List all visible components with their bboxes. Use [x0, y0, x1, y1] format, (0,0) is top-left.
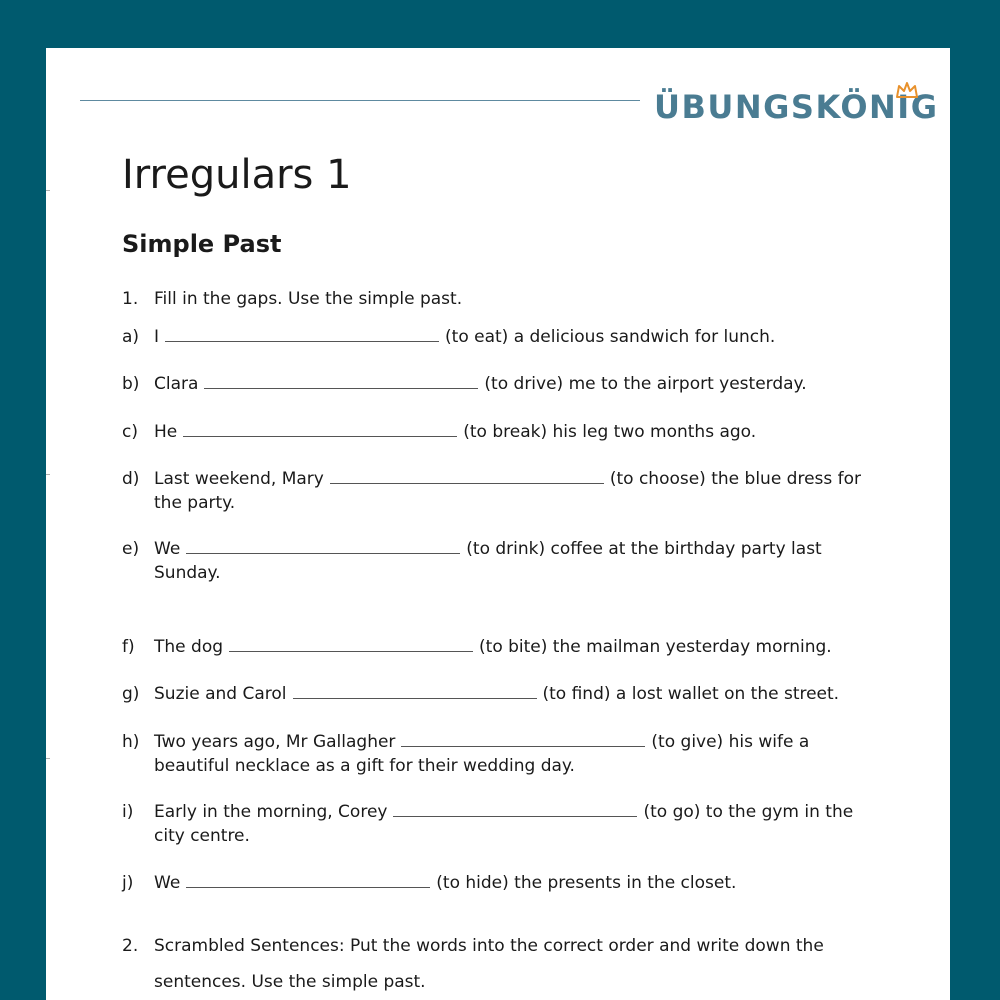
answer-blank[interactable] [183, 426, 457, 437]
item-text-before: Early in the morning, Corey [154, 802, 388, 822]
answer-blank[interactable] [401, 736, 645, 747]
margin-tick [46, 758, 50, 759]
item-text-before: Two years ago, Mr Gallagher [154, 732, 396, 752]
item-letter: e) [122, 539, 140, 559]
task-instruction: Fill in the gaps. Use the simple past. [154, 289, 463, 309]
answer-blank[interactable] [330, 473, 604, 484]
item-letter: c) [122, 422, 138, 442]
item-text-after: (to drive) me to the airport yesterday. [484, 374, 807, 394]
exercise-item [122, 800, 862, 848]
exercise-item [122, 420, 862, 444]
item-text-after: (to choose) the blue dress for the party. [154, 469, 862, 513]
item-text-before: I [154, 327, 160, 347]
item-text-before: Clara [154, 374, 199, 394]
item-text-after: (to bite) the mailman yesterday morning. [479, 637, 832, 657]
exercise-item [122, 635, 862, 659]
margin-tick [46, 474, 50, 475]
task-1 [122, 287, 862, 311]
answer-blank[interactable] [229, 641, 473, 652]
item-text-after: (to hide) the presents in the closet. [436, 873, 737, 893]
task-number: 2. [122, 936, 139, 956]
item-letter: g) [122, 684, 140, 704]
answer-blank[interactable] [186, 543, 460, 554]
task-instruction: Scrambled Sentences: Put the words into the correct order and write down the sentences. Use the simple past. [154, 936, 824, 992]
item-letter: h) [122, 732, 140, 752]
page-subtitle: Simple Past [122, 230, 282, 258]
item-text-after: (to break) his leg two months ago. [463, 422, 757, 442]
brand-logo: ÜBUNGSKÖNIG [654, 88, 939, 126]
worksheet-page [46, 48, 950, 1000]
answer-blank[interactable] [186, 877, 430, 888]
item-text-after: (to drink) coffee at the birthday party last Sunday. [154, 539, 822, 583]
exercise-item [122, 372, 862, 396]
exercise-item [122, 871, 862, 895]
item-text-before: Last weekend, Mary [154, 469, 324, 489]
margin-tick [46, 190, 50, 191]
item-text-before: He [154, 422, 178, 442]
task-2 [122, 928, 862, 1000]
item-letter: f) [122, 637, 135, 657]
exercise-item [122, 325, 862, 349]
item-letter: b) [122, 374, 140, 394]
item-text-before: Suzie and Carol [154, 684, 287, 704]
answer-blank[interactable] [204, 378, 478, 389]
answer-blank[interactable] [393, 806, 637, 817]
item-text-before: We [154, 539, 181, 559]
exercise-item [122, 730, 862, 778]
item-letter: i) [122, 802, 134, 822]
exercise-item [122, 537, 862, 585]
exercise-item [122, 682, 862, 706]
item-letter: d) [122, 469, 140, 489]
item-text-before: We [154, 873, 181, 893]
answer-blank[interactable] [165, 331, 439, 342]
task-number: 1. [122, 289, 139, 309]
crown-icon [896, 82, 918, 98]
item-text-after: (to find) a lost wallet on the street. [542, 684, 840, 704]
item-text-after: (to give) his wife a beautiful necklace as a gift for their wedding day. [154, 732, 810, 776]
item-text-before: The dog [154, 637, 224, 657]
item-letter: a) [122, 327, 140, 347]
item-text-after: (to eat) a delicious sandwich for lunch. [445, 327, 776, 347]
item-letter: j) [122, 873, 134, 893]
item-text-after: (to go) to the gym in the city centre. [154, 802, 854, 846]
exercise-item [122, 467, 862, 515]
answer-blank[interactable] [293, 688, 537, 699]
header-rule [80, 100, 640, 101]
page-title: Irregulars 1 [122, 152, 352, 198]
